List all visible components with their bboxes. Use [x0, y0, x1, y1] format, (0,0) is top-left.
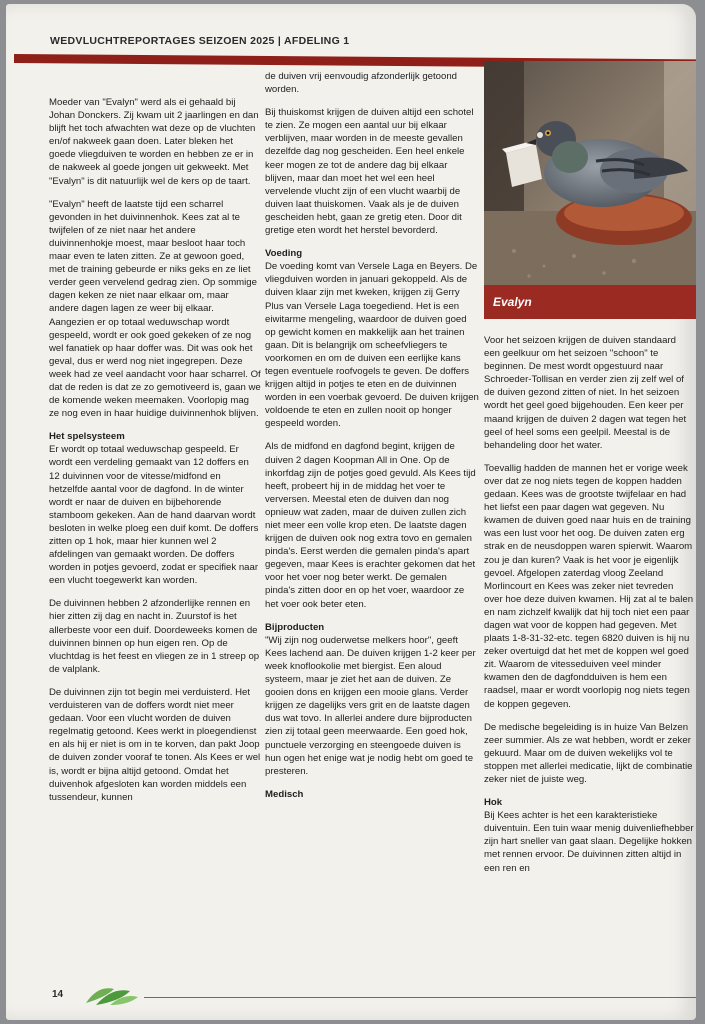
- paragraph: Toevallig hadden de mannen het er vorige week over dat ze nog niets tegen de koppen hadden gedaan. Kees was de grootste twijfelaar en had het liefst een paar dagen wat gegeven. Nu kwamen de duiven goed naar huis en de training was een lust voor het oog. De duiven zaten erg strak en de neusdoppen waren spierwit. Waarom zou je dan kuren? Vaak is het voor je eigenlijk gevoel. Afgelopen zaterdag vloog Zeeland Morlincourt en Kees was zeker niet tevreden over hoe deze duiven kwamen. Hij zat al te balen en nam zichzelf kwalijk dat hij toch niet een paar dagen wat voor de koppen had gegeven. Met plaats 1-8-31-32-etc. tegen 6820 duiven is hij nu zeker overtuigd dat het met de koppen wel goed zit. Waarom de vitesseduiven veel minder kwamen den de dagfondduiven is hem een raadsel, maar er wordt voorlopig nog niets tegen de koppen gegeven.: [484, 462, 694, 710]
- article-column-2: [265, 70, 479, 801]
- magazine-page: [6, 4, 696, 1020]
- section-heading-hok: Hok: [484, 797, 503, 809]
- paragraph: Voor het seizoen krijgen de duiven standaard een geelkuur om het seizoen "schoon" te beginnen. De mest wordt opgestuurd naar Schroeder-Tollisan en verder zien zij zelf wel of de duiven gezond zitten of niet. In het seizoen wordt het geel goed bijgehouden. Een keer per maand krijgen de duiven 2 dagen wat tegen het geel of heel soms een geelpil. Meestal is de behandeling door het water.: [484, 335, 687, 451]
- photo-caption: Evalyn: [493, 295, 532, 309]
- paragraph: de duiven vrij eenvoudig afzonderlijk getoond worden.: [265, 71, 458, 96]
- pigeon-in-nest-bowl-icon: [484, 61, 696, 287]
- page-number: 14: [52, 989, 64, 1000]
- paragraph: Moeder van "Evalyn" werd als ei gehaald bij Johan Donckers. Zij kwam uit 2 jaarlingen en dan blijft het toch afwachten wat deze op de vluchten en/of nakweek gaan doen. Later bleken het goede vliegduiven te worden en hebben ze er in de nakweek al goede jongen uit gekweekt. Met "Evalyn" is dit natuurlijk wel de kers op de taart.: [49, 97, 259, 187]
- photo-caption-bar: [484, 285, 696, 319]
- footer-rule: [144, 997, 696, 998]
- leaf-bird-logo-icon: [84, 979, 140, 1009]
- section-heading-voeding: Voeding: [265, 248, 303, 260]
- paragraph: De voeding komt van Versele Laga en Beyers. De vliegduiven worden in januari gekoppeld. Als de duiven klaar zijn met kweken, krijgen zij Gerry Plus van Versele Laga toegediend. Het is een eiwitarme mengeling, waardoor de duiven goed op gewicht komen en makkelijk aan het trainen gaan. Dit is belangrijk om scheefvliegers te voorkomen en om de duiven een eerlijke kans tegen eventuele roofvogels te geven. De doffers krijgen altijd in potjes te eten en de duivinnen worden in een voerbak gevoerd. De duiven krijgen voldoende te eten en zullen nooit op honger gespeeld worden.: [265, 261, 479, 430]
- section-heading-medisch: Medisch: [265, 788, 304, 800]
- paragraph: "Evalyn" heeft de laatste tijd een scharrel gevonden in het duivinnenhok. Kees zat al te twijfelen of ze niet naar het andere duivinnenhokje moest, maar besloot haar toch maar even te laten zitten. Ze at gewoon goed, met de training gebeurde er niks geks en ze liet verder geen vervelend gedrag zien. Op sommige dagen keken ze niet naar elkaar om, maar andere dagen lagen ze weer bij elkaar. Aangezien er op totaal weduwschap wordt gespeeld, wordt er ook goed gekeken of ze nog wel fanatiek op haar doffer was. Dit was ook het geval, dus er werd nog niet ingegrepen. Deze week had ze veel aandacht voor haar scharrel. Of dat de reden is dat ze zo gemotiveerd is, gaan we de komende weken meemaken. Voorlopig mag ze nog even in haar huidige duivinnenhok blijven.: [49, 198, 261, 420]
- article-column-3: [484, 334, 694, 885]
- paragraph: Bij thuiskomst krijgen de duiven altijd een schotel te zien. Ze mogen een aantal uur bij elkaar verblijven, maar worden in de meeste gevallen dezelfde dag nog gescheiden. Een heel enkele keer mogen ze tot de andere dag bij elkaar blijven, maar dan moet het wel een heel vervelende vlucht zijn of een vlucht waarbij de duiven laat thuiskomen. Vaak als je de duiven gescheiden hebt, gaan ze gretig eten. Door dit gretige eten wordt het herstel bevorderd.: [265, 107, 474, 237]
- article-column-1: [49, 96, 261, 814]
- running-header: WEDVLUCHTREPORTAGES SEIZOEN 2025 | AFDELING 1: [50, 35, 350, 47]
- section-heading-bijproducten: Bijproducten: [265, 621, 325, 633]
- article-photo: [484, 61, 696, 319]
- paragraph: Er wordt op totaal weduwschap gespeeld. Er wordt een verdeling gemaakt van 12 doffers en 12 duivinnen voor de vitesse/midfond en hetzelfde aantal voor de dagfond. In de winter wordt er naar de duiven en bijbehorende stamboom gekeken. Aan de hand daarvan wordt besloten in welke ploeg een duif komt. De doffers zitten op 1 hok, maar hier kunnen wel 2 afdelingen van gemaakt worden. De doffers worden in potjes gevoerd, zodat er specifiek naar een vlucht toegewerkt kan worden.: [49, 444, 259, 587]
- paragraph: Bij Kees achter is het een karakteristieke duiventuin. Een tuin waar menig duivenliefhebber zijn hart sneller van gaat slaan. Degelijke hokken met rennen ervoor. De duivinnen zitten altijd in een ren en: [484, 810, 694, 874]
- paragraph: Als de midfond en dagfond begint, krijgen de duiven 2 dagen Koopman All in One. Op de inkorfdag zijn de potjes goed gevuld. Als Kees tijd heeft, probeert hij in de middag het voer te verversen. Meestal eten de duiven dan nog opnieuw wat zaden, maar de duiven zullen zich niet meer een volle krop eten. De laatste dagen krijgen de duiven ook nog extra tovo en gemalen pinda's. Eerst werden die gemalen pinda's apart gegeven, maar Kees is erachter gekomen dat het voor het voer nog beter werkt. De gemalen pinda's zitten door en op het voer, waardoor ze het voer ook beter eten.: [265, 441, 476, 610]
- paragraph: De duivinnen zijn tot begin mei verduisterd. Het verduisteren van de doffers wordt niet meer gedaan. Voor een vlucht worden de duiven regelmatig getoond. Kees werkt in ploegendienst en als hij er niet is om in te korven, dan pakt Joop de duiven zonder vooraf te tonen. Als Kees er wel is, wordt er bijna altijd getoond. Omdat het duivenhok afgesloten kan worden middels een tussendeur, kunnen: [49, 686, 261, 803]
- paragraph: "Wij zijn nog ouderwetse melkers hoor", geeft Kees lachend aan. De duiven krijgen 1-2 keer per week knoflookolie met biergist. Een aloud systeem, maar je ziet het aan de duiven. Ze gooien dons en krijgen een mooie glans. Verder krijgen ze dagelijks vers grit en de laatste dagen dus wat tovo. In allerlei andere dure bijproducten zien zij totaal geen meerwaarde. Een goed hok, punctuele verzorging en steengoede duiven is hun ogen het enige wat je nodig hebt om goed te presteren.: [265, 634, 476, 777]
- paragraph: De duivinnen hebben 2 afzonderlijke rennen en hier zitten zij dag en nacht in. Zuurstof is het allerbeste voor een duif. Doordeweeks komen de duivinnen binnen op hun eigen ren. Op de vluchtdag is het feest en vliegen ze in 1 streep op de valplank.: [49, 598, 260, 675]
- paragraph: De medische begeleiding is in huize Van Belzen zeer summier. Als ze wat hebben, wordt er zeker gekuurd. Maar om de duiven wekelijks vol te stoppen met allerlei medicatie, lijkt de combinatie zeker niet de juiste weg.: [484, 721, 693, 785]
- section-heading-spelsysteem: Het spelsysteem: [49, 431, 125, 443]
